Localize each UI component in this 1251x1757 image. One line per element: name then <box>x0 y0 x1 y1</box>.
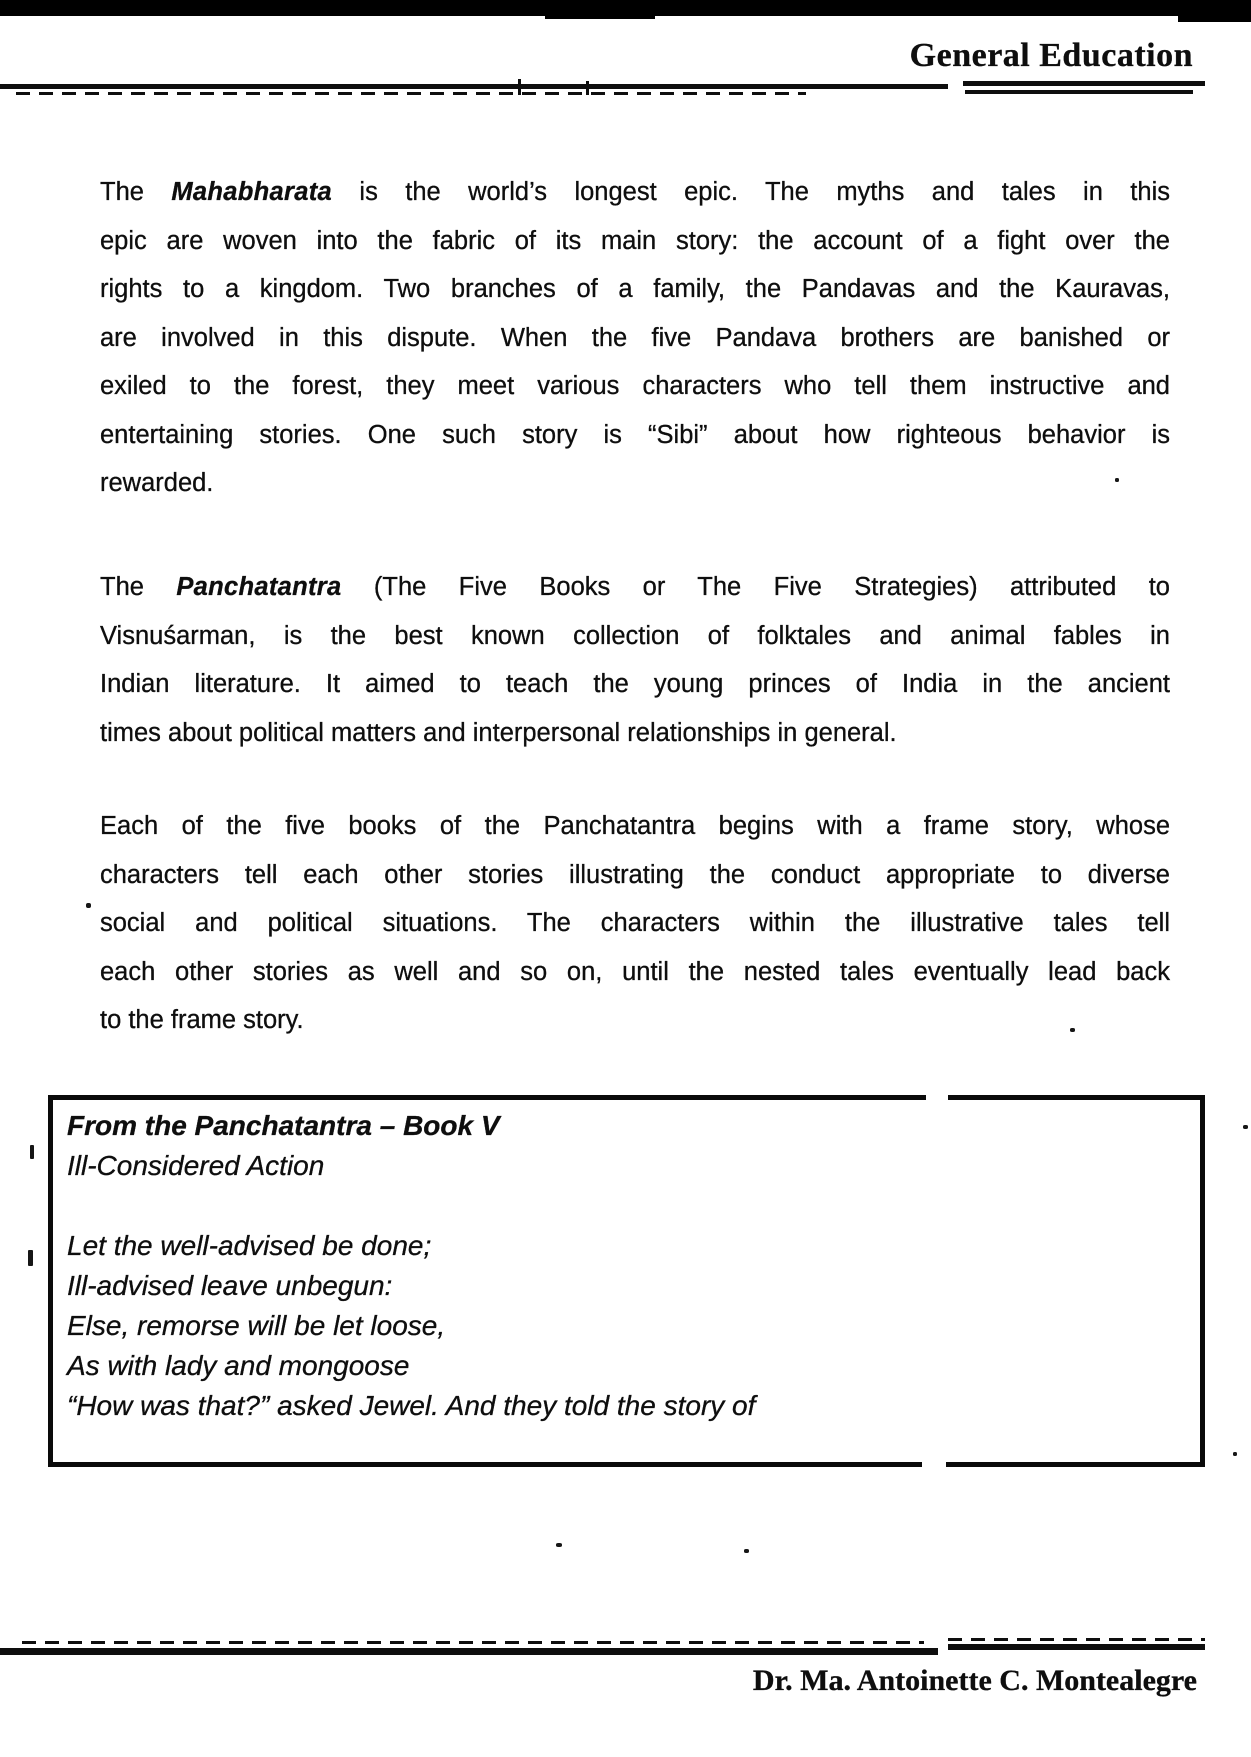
header-rule-tick <box>586 81 589 95</box>
scan-speck <box>30 1145 34 1159</box>
text-line <box>100 899 1170 948</box>
scan-speck <box>1243 1125 1248 1129</box>
header-rule-right-under <box>965 90 1193 94</box>
text-run: characters tell each other stories illustrating the conduct appropriate to diverse <box>100 860 1170 889</box>
text-line <box>100 709 1170 758</box>
text-line <box>100 459 1170 508</box>
scan-edge-ragged-mark <box>1178 16 1251 22</box>
text-run: Visnuśarman, is the best known collection of folktales and animal fables in <box>100 621 1170 650</box>
text-run: are involved in this dispute. When the five Pandava brothers are banished or <box>100 323 1170 352</box>
header-rule-right <box>963 81 1205 86</box>
header-rule-left-dashed <box>16 92 806 95</box>
quote-box-spacer <box>67 1186 1186 1226</box>
text-line <box>100 362 1170 411</box>
paragraph-mahabharata <box>100 168 1170 508</box>
quote-box-poem <box>67 1226 1186 1426</box>
text-run: Each of the five books of the Panchatantra begins with a frame story, whose <box>100 812 1170 840</box>
footer-rule-right <box>948 1644 1205 1650</box>
poem-line: Let the well-advised be done; <box>67 1230 432 1261</box>
paragraph-frame-story <box>100 802 1170 1045</box>
scan-speck <box>1233 1452 1237 1456</box>
scan-speck <box>1070 1028 1075 1032</box>
header-rule-tick <box>518 79 521 95</box>
emphasized-title-term: Mahabharata <box>171 178 332 206</box>
scan-speck <box>1115 478 1119 482</box>
page-header-label: General Education <box>909 37 1193 74</box>
poem-line: Else, remorse will be let loose, <box>67 1310 446 1341</box>
text-run: social and political situations. The characters within the illustrative tales tell <box>100 909 1170 937</box>
header-rule-left <box>0 84 948 89</box>
text-run: to the frame story. <box>100 1006 304 1034</box>
quote-box-title: From the Panchatantra – Book V <box>67 1110 500 1141</box>
scan-speck <box>744 1549 749 1553</box>
text-run: exiled to the forest, they meet various characters who tell them instructive and <box>100 372 1170 400</box>
text-line <box>100 563 1170 612</box>
text-run: rewarded. <box>100 469 214 497</box>
text-run: is the world’s longest epic. The myths and tales in this <box>331 178 1170 206</box>
text-run: entertaining stories. One such story is “Sibi” about how righteous behavior is <box>100 420 1170 449</box>
text-run: Indian literature. It aimed to teach the young princes of India in the ancient <box>100 670 1170 698</box>
scan-edge-bar <box>0 0 1251 16</box>
poem-line: As with lady and mongoose <box>67 1350 410 1381</box>
text-line <box>100 265 1170 314</box>
text-line <box>100 802 1170 851</box>
text-line <box>100 660 1170 709</box>
quote-box-subtitle: Ill-Considered Action <box>67 1150 325 1181</box>
footer-rule-dashed <box>22 1641 924 1644</box>
scan-speck <box>28 1250 33 1266</box>
text-line <box>100 217 1170 266</box>
text-run: epic are woven into the fabric of its main story: the account of a fight over the <box>100 226 1170 255</box>
text-run: The <box>100 178 172 206</box>
text-line <box>100 411 1170 460</box>
text-run: The <box>100 573 177 601</box>
text-line <box>100 168 1170 217</box>
footer-author: Dr. Ma. Antoinette C. Montealegre <box>752 1664 1197 1697</box>
poem-line: Ill-advised leave unbegun: <box>67 1270 393 1301</box>
scan-speck <box>556 1543 562 1547</box>
text-line <box>100 851 1170 900</box>
paragraph-panchatantra <box>100 563 1170 757</box>
emphasized-title-term: Panchatantra <box>176 573 342 601</box>
text-line <box>100 996 1170 1045</box>
poem-line: “How was that?” asked Jewel. And they told the story of <box>67 1390 756 1421</box>
footer-rule-left <box>0 1648 938 1655</box>
scan-border-gap <box>922 1458 946 1469</box>
text-run: each other stories as well and so on, until the nested tales eventually lead back <box>100 957 1170 986</box>
text-line <box>100 948 1170 997</box>
text-line <box>100 314 1170 363</box>
text-run: rights to a kingdom. Two branches of a family, the Pandavas and the Kauravas, <box>100 275 1170 303</box>
text-run: times about political matters and interpersonal relationships in general. <box>100 718 897 747</box>
scan-edge-ragged-mark <box>545 16 655 19</box>
footer-rule-right-dashed <box>948 1638 1205 1641</box>
text-run: (The Five Books or The Five Strategies) attributed to <box>341 573 1170 601</box>
text-line <box>100 612 1170 661</box>
panchatantra-quote-box <box>48 1095 1205 1467</box>
scan-speck <box>86 903 91 908</box>
scan-border-gap <box>926 1093 948 1102</box>
